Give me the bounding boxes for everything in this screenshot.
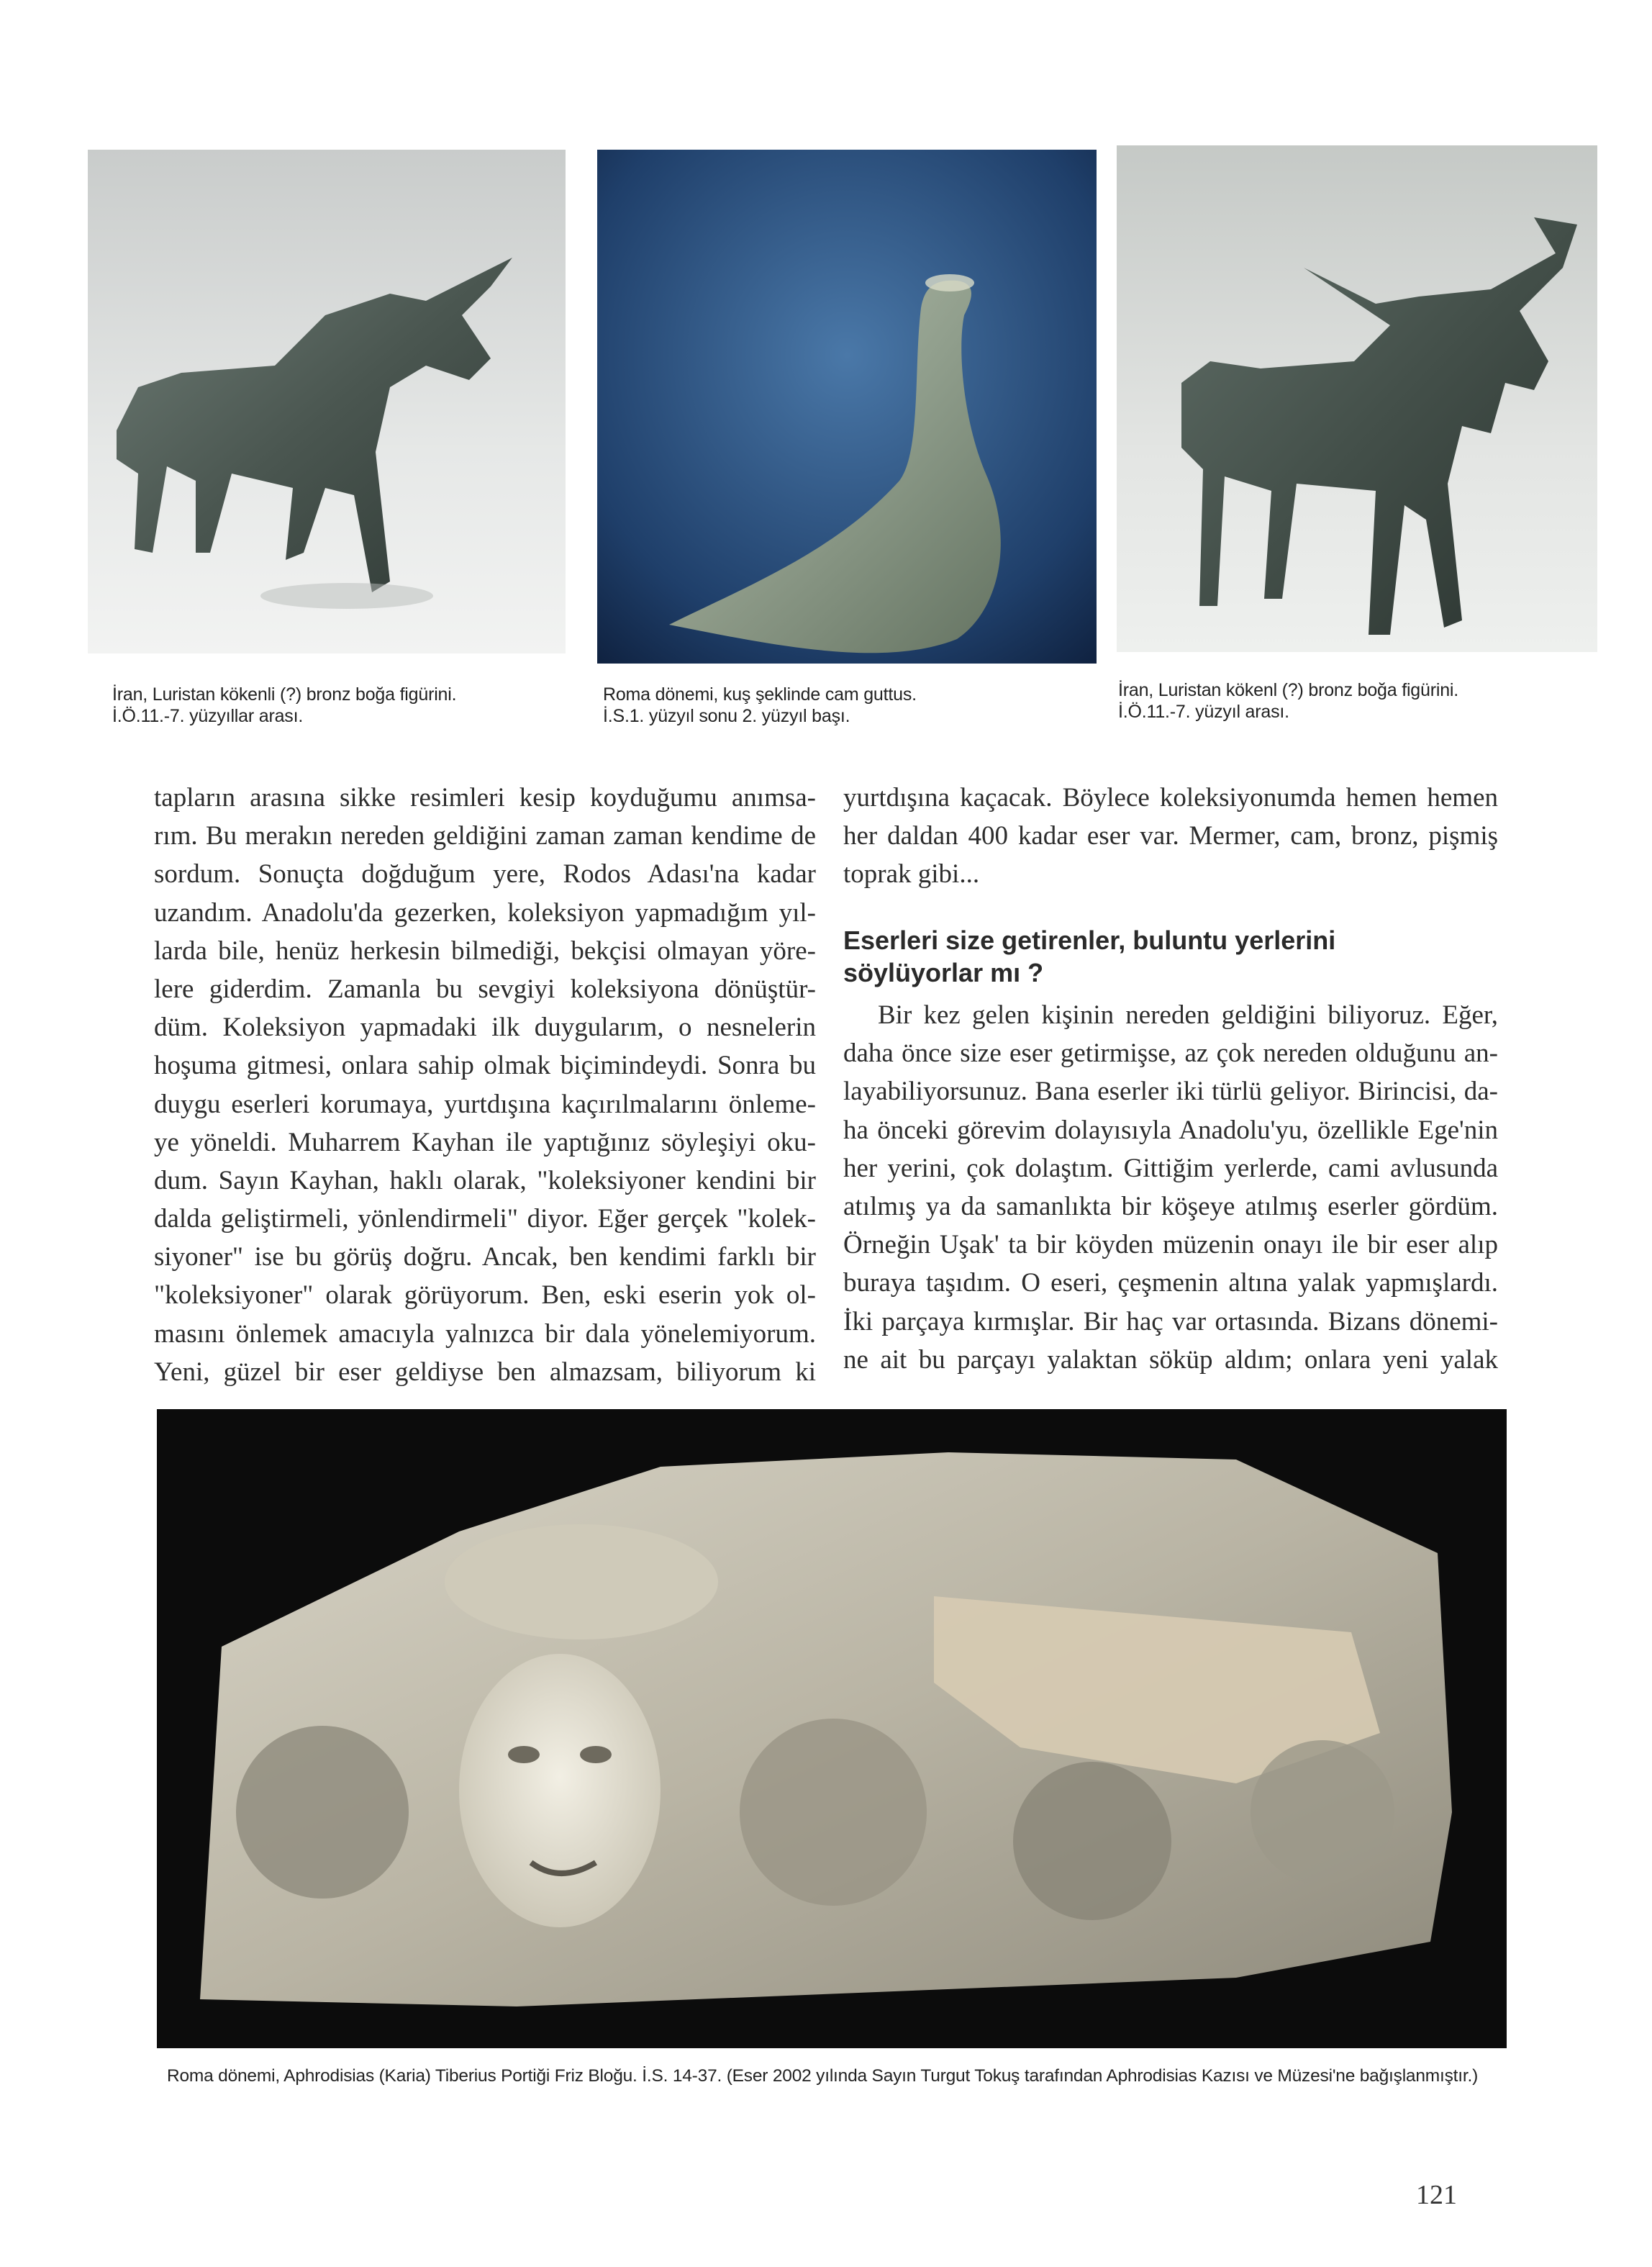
photo-glass-bird-guttus xyxy=(597,150,1097,664)
section-heading xyxy=(843,924,1335,989)
text-line: dalda geliştirmeli, yönlendirmeli" diyor. Eğer gerçek "kolek- xyxy=(154,1204,816,1234)
caption-frieze xyxy=(167,2065,1478,2087)
section-heading-block xyxy=(843,924,1335,989)
text-line: Bir kez gelen kişinin nereden geldiğini biliyoruz. Eğer, xyxy=(878,1000,1498,1030)
caption-bull-left xyxy=(112,684,456,727)
caption-line: İ.S.1. yüzyıl sonu 2. yüzyıl başı. xyxy=(603,706,850,726)
text-line: toprak gibi... xyxy=(843,859,980,890)
text-line: dum. Sayın Kayhan, haklı olarak, "koleksiyoner kendini bir xyxy=(154,1165,816,1195)
text-line: masını önlemek amacıyla yalnızca bir dala yönelemiyorum. xyxy=(154,1318,816,1349)
text-line: lere giderdim. Zamanla bu sevgiyi koleksiyona dönüştür- xyxy=(154,974,816,1004)
text-line: sordum. Sonuçta doğduğum yere, Rodos Adası'na kadar xyxy=(154,859,816,890)
text-line: hoşuma gitmesi, onlara sahip olmak biçimindeydi. Sonra bu xyxy=(154,1051,816,1081)
caption-line: Roma dönemi, kuş şeklinde cam guttus. xyxy=(603,684,917,705)
photo-marble-frieze-block xyxy=(157,1409,1507,2048)
text-line: larda bile, henüz herkesin bilmediği, bekçisi olmayan yöre- xyxy=(154,936,816,966)
text-line: Örneğin Uşak' ta bir köyden müzenin onayı ile bir eser alıp xyxy=(843,1230,1498,1260)
text-line: layabiliyorsunuz. Bana eserler iki türlü geliyor. Birincisi, da- xyxy=(843,1077,1498,1107)
heading-line: söylüyorlar mı ? xyxy=(843,958,1044,987)
text-line: yurtdışına kaçacak. Böylece koleksiyonumda hemen hemen xyxy=(843,783,1498,813)
caption-line: İ.Ö.11.-7. yüzyıl arası. xyxy=(1118,702,1289,722)
caption-line: İ.Ö.11.-7. yüzyıllar arası. xyxy=(112,706,304,726)
body-text-right-column-continued xyxy=(843,996,1498,1379)
caption-line: İran, Luristan kökenl (?) bronz boğa figürini. xyxy=(1118,680,1459,700)
text-line: İki parçaya kırmışlar. Bir haç var ortasında. Bizans dönemi- xyxy=(843,1306,1498,1336)
heading-line: Eserleri size getirenler, buluntu yerlerini xyxy=(843,926,1336,955)
photo-bronze-bull-figurine-right xyxy=(1117,145,1597,652)
text-line: tapların arasına sikke resimleri kesip koyduğumu anımsa- xyxy=(154,783,816,813)
page-number: 121 xyxy=(1416,2180,1457,2210)
text-line: uzandım. Anadolu'da gezerken, koleksiyon yapmadığım yıl- xyxy=(154,897,816,928)
caption-line: İran, Luristan kökenli (?) bronz boğa figürini. xyxy=(112,684,457,705)
text-line: daha önce size eser getirmişse, az çok nereden olduğunu an- xyxy=(843,1039,1498,1069)
caption-bull-right xyxy=(1118,679,1458,723)
photo-bronze-bull-figurine-left xyxy=(88,150,566,653)
text-line: ye yöneldi. Muharrem Kayhan ile yaptığınız söyleşiyi oku- xyxy=(154,1127,816,1157)
text-line: düm. Koleksiyon yapmadaki ilk duygularım, o nesnelerin xyxy=(154,1013,816,1043)
caption-guttus xyxy=(603,684,917,727)
text-line: buraya taşıdım. O eseri, çeşmenin altına yalak yapmışlardı. xyxy=(843,1268,1498,1298)
text-line: ha önceki görevim dolayısıyla Anadolu'yu, özellikle Ege'nin xyxy=(843,1115,1498,1145)
body-text-left-column xyxy=(154,779,816,1391)
body-text-right-column xyxy=(843,779,1498,894)
text-line: atılmış ya da samanlıkta bir köşeye atılmış eserler gördüm. xyxy=(843,1191,1498,1221)
text-line: ne ait bu parçayı yalaktan söküp aldım; onlara yeni yalak xyxy=(843,1344,1498,1375)
text-line: duygu eserleri korumaya, yurtdışına kaçırılmalarını önleme- xyxy=(154,1089,816,1119)
text-line: her yerini, çok dolaştım. Gittiğim yerlerde, cami avlusunda xyxy=(843,1153,1498,1183)
text-line: rım. Bu merakın nereden geldiğini zaman zaman kendime de xyxy=(154,821,816,851)
text-line: siyoner" ise bu görüş doğru. Ancak, ben kendimi farklı bir xyxy=(154,1242,816,1272)
caption-line: Roma dönemi, Aphrodisias (Karia) Tiberius Portiği Friz Bloğu. İ.S. 14-37. (Eser 2002 yılında Sayın Turgut Tokuş tarafından Aphrodisias Kazısı ve Müzesi'ne bağışlanmıştır.) xyxy=(167,2066,1479,2086)
text-line: "koleksiyoner" olarak görüyorum. Ben, eski eserin yok ol- xyxy=(154,1280,816,1311)
text-line: Yeni, güzel bir eser geldiyse ben almazsam, biliyorum ki xyxy=(154,1357,816,1387)
text-line: her daldan 400 kadar eser var. Mermer, cam, bronz, pişmiş xyxy=(843,821,1498,851)
